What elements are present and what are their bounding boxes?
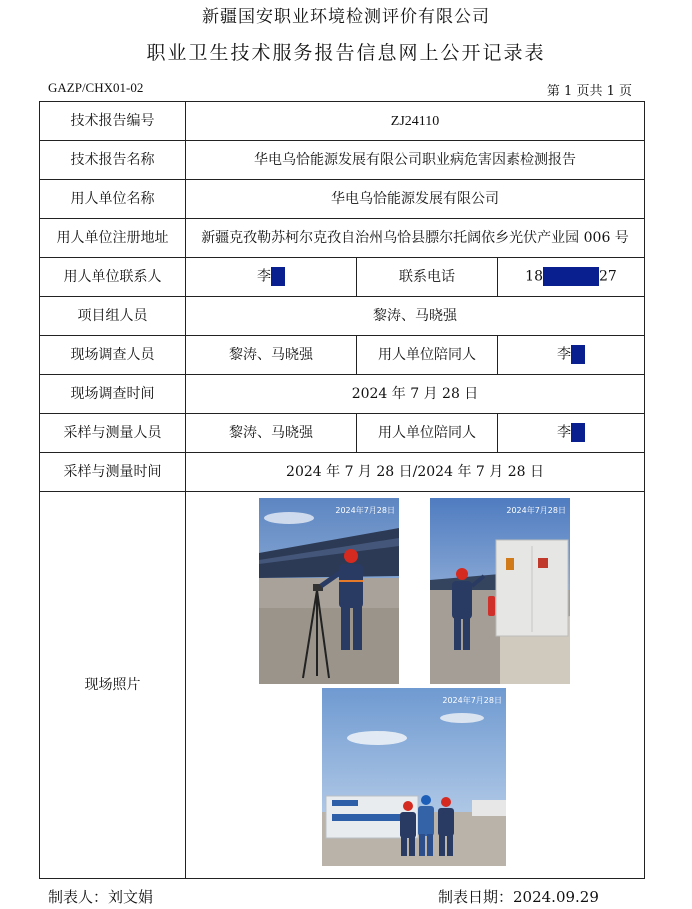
report-no: ZJ24110 [186, 102, 645, 141]
table-row [40, 258, 645, 297]
employer-label: 用人单位名称 [40, 180, 186, 219]
contact-label: 用人单位联系人 [40, 258, 186, 297]
table-row [40, 219, 645, 258]
phone-label: 联系电话 [357, 258, 498, 297]
page-info: 第 1 页共 1 页 [546, 84, 632, 99]
phone-suffix: 27 [599, 268, 617, 285]
table-row [40, 102, 645, 141]
sampling-time-label: 采样与测量时间 [40, 453, 186, 492]
accompany-label: 用人单位陪同人 [357, 336, 498, 375]
table-row [40, 453, 645, 492]
table-row [40, 492, 645, 879]
photos-cell [186, 492, 645, 879]
table-row [40, 141, 645, 180]
team-members: 黎涛、马晓强 [186, 297, 645, 336]
redaction-mark [571, 423, 585, 442]
sampling-staff-label: 采样与测量人员 [40, 414, 186, 453]
sampling-accompany-name: 李 [557, 424, 571, 441]
accompany-person [498, 336, 645, 375]
report-name: 华电乌恰能源发展有限公司职业病危害因素检测报告 [186, 141, 645, 180]
report-no-label: 技术报告编号 [40, 102, 186, 141]
report-name-label: 技术报告名称 [40, 141, 186, 180]
survey-time-label: 现场调查时间 [40, 375, 186, 414]
record-table [39, 101, 645, 879]
site-photo-company-sign [322, 688, 506, 866]
table-row [40, 180, 645, 219]
survey-staff: 黎涛、马晓强 [186, 336, 357, 375]
employer-name: 华电乌恰能源发展有限公司 [186, 180, 645, 219]
sampling-staff: 黎涛、马晓强 [186, 414, 357, 453]
redaction-mark [271, 267, 285, 286]
table-row [40, 375, 645, 414]
phone-number [498, 258, 645, 297]
sampling-accompany-label: 用人单位陪同人 [357, 414, 498, 453]
phone-prefix: 18 [525, 268, 543, 285]
prepared-date: 制表日期：2024.09.29 [438, 888, 599, 906]
photo-date-stamp: 2024年7月28日 [506, 506, 566, 515]
site-photo-solar-panels [259, 498, 399, 684]
redaction-mark [543, 267, 599, 286]
site-photo-equipment-box [430, 498, 570, 684]
contact-name: 李 [257, 268, 271, 285]
sampling-time: 2024 年 7 月 28 日/2024 年 7 月 28 日 [186, 453, 645, 492]
table-row [40, 336, 645, 375]
table-row [40, 297, 645, 336]
form-code: GAZP/CHX01-02 [48, 80, 144, 95]
photos-label: 现场照片 [40, 492, 186, 879]
address: 新疆克孜勒苏柯尔克孜自治州乌恰县膘尔托阔依乡光伏产业园 006 号 [186, 219, 645, 258]
survey-staff-label: 现场调查人员 [40, 336, 186, 375]
sampling-accompany-person [498, 414, 645, 453]
team-label: 项目组人员 [40, 297, 186, 336]
photo-date-stamp: 2024年7月28日 [442, 696, 502, 705]
table-row [40, 414, 645, 453]
contact-person [186, 258, 357, 297]
accompany-name: 李 [557, 346, 571, 363]
preparer: 制表人：刘文娟 [48, 888, 154, 906]
redaction-mark [571, 345, 585, 364]
survey-time: 2024 年 7 月 28 日 [186, 375, 645, 414]
page-title: 职业卫生技术服务报告信息网上公开记录表 [146, 42, 546, 64]
photo-date-stamp: 2024年7月28日 [335, 506, 395, 515]
address-label: 用人单位注册地址 [40, 219, 186, 258]
company-name: 新疆国安职业环境检测评价有限公司 [202, 7, 490, 27]
